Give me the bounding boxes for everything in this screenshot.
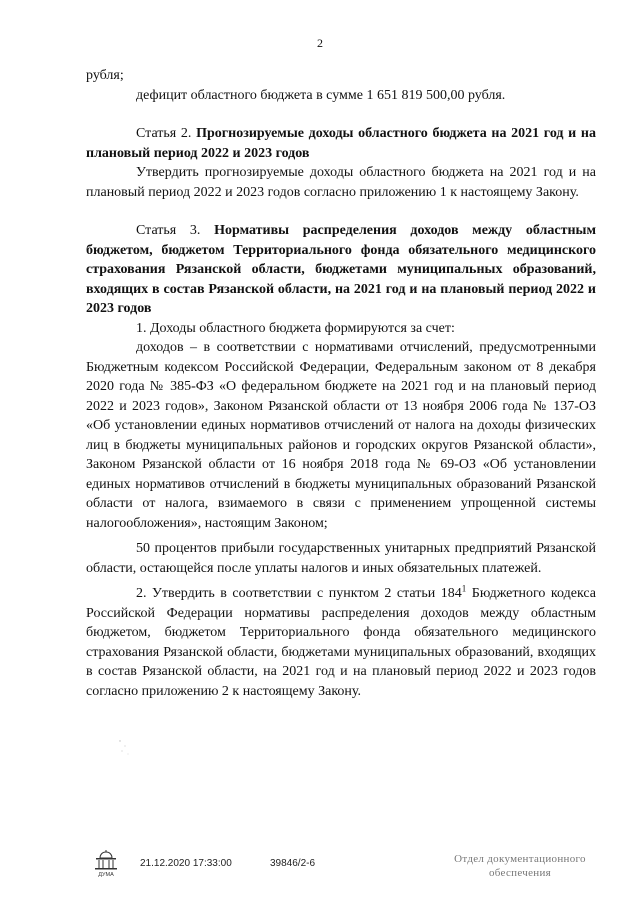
footer-stamp <box>440 852 600 880</box>
article-3-heading <box>86 221 596 319</box>
article-3-title: Нормативы распределения доходов между областным бюджетом, бюджетом Территориального фонда обязательного медицинского страхования Рязанской области, бюджетами муниципальных образований, входящих в состав Рязанской области, на 2021 год и на плановый период 2022 и 2023 годов <box>86 223 596 316</box>
article-3-item-2 <box>86 584 596 701</box>
footer-datetime: 21.12.2020 17:33:00 <box>140 858 232 869</box>
spacer <box>86 105 596 124</box>
intro-line-2: дефицит областного бюджета в сумме 1 651 819 500,00 рубля. <box>136 87 506 103</box>
duma-building-icon <box>92 850 120 878</box>
page-number: 2 <box>317 36 323 50</box>
document-body <box>86 66 596 701</box>
stamp-line-2: обеспечения <box>488 867 552 879</box>
article-3-item-2-rest: Бюджетного кодекса Российской Федерации нормативы распределения доходов между областным бюджетом, бюджетом Территориального фонда обязательного медицинского страхования Рязанской области, бюджетами муниципальных образований, входящих в состав Рязанской области, на 2021 год и на плановый период 2022 и 2023 годов согласно приложению 2 к настоящему Закону. <box>86 586 596 699</box>
scan-artifact <box>116 738 136 758</box>
article-3-item-1: 1. Доходы областного бюджета формируются за счет: <box>136 320 455 336</box>
article-2-body: Утвердить прогнозируемые доходы областного бюджета на 2021 год и на плановый период 2022 и 2023 годов согласно приложению 1 к настоящему Закону. <box>86 165 596 200</box>
logo-text: ДУМА <box>98 872 114 878</box>
article-2-heading <box>86 124 596 163</box>
article-3-item-2-sup: 1 <box>461 583 467 594</box>
article-2-prefix: Статья 2. <box>136 126 197 141</box>
intro-line-1: рубля; <box>86 68 124 83</box>
spacer <box>86 202 596 221</box>
article-3-item-2-start: 2. Утвердить в соответствии с пунктом 2 статьи 184 <box>136 586 462 601</box>
footer-document-code: 39846/2-6 <box>270 858 316 869</box>
stamp-line-1: Отдел документационного <box>454 853 586 865</box>
article-2-title: Прогнозируемые доходы областного бюджета на 2021 год и на плановый период 2022 и 2023 годов <box>86 126 596 161</box>
article-3-prefix: Статья 3. <box>136 223 215 238</box>
article-3-item-1-b: 50 процентов прибыли государственных унитарных предприятий Рязанской области, остающейся после уплаты налогов и иных обязательных платежей. <box>86 541 596 576</box>
page-footer <box>0 850 640 900</box>
article-3-item-1-a: доходов – в соответствии с нормативами отчислений, предусмотренными Бюджетным кодексом Российской Федерации, Федеральным законом от 8 декабря 2020 года № 385-ФЗ «О федеральном бюджете на 2021 год и на плановый период 2022 и 2023 годов», Законом Рязанской области от 13 ноября 2006 года № 137-ОЗ «Об установлении единых нормативов отчислений от налога на доходы физических лиц в бюджеты муниципальных районов и городских округов Рязанской области», Законом Рязанской области от 16 ноября 2018 года № 69-ОЗ «Об установлении единых нормативов отчислений в бюджеты муниципальных образований Рязанской области от налога, взимаемого в связи с применением упрощенной системы налогообложения», настоящим Законом; <box>86 340 596 531</box>
